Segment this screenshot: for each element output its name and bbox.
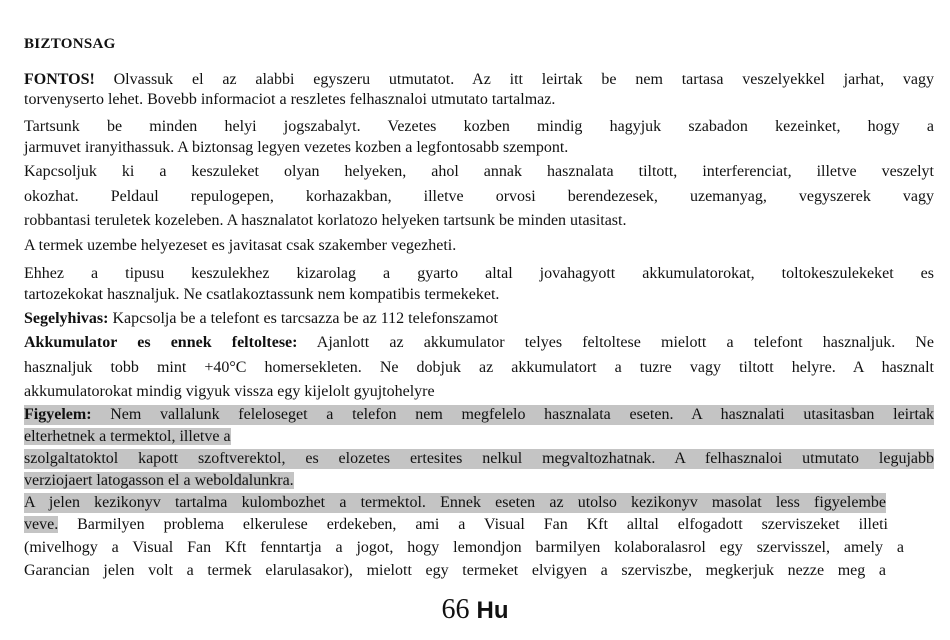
jog-line-1: Tartsunk be minden helyi jogszabalyt. Vezetes kozben mindig hagyjuk szabadon kezeinket, hogy a — [24, 118, 934, 135]
section-title: BIZTONSAG — [24, 36, 116, 52]
fontos-label: FONTOS! — [24, 71, 95, 88]
segely-label: Segelyhivas: — [24, 310, 109, 327]
figyelem-line-5: A jelen kezikonyv tartalma kulombozhet a termektol. Ennek eseten az utolso kezikonyv masolat less figyelembe — [24, 494, 886, 511]
figyelem-line-3: szolgaltatoktol kapott szoftverektol, es elozetes ertesites nelkul megvaltozhatnak. A felhasznaloi utmutato legujabb — [24, 450, 934, 467]
figyelem-line-6 — [24, 515, 888, 535]
figyelem-line-8: Garancian jelen volt a termek elarulasakor), mielott egy termeket elvigyen a szerviszbe, megkerjuk nezze meg a — [24, 562, 886, 579]
figyelem-line-1 — [24, 405, 934, 425]
akku-text-1: Ajanlott az akkumulator telyes feltoltese mielott a telefont hasznaljuk. Ne — [297, 334, 934, 351]
figyelem-text-6-highlight: veve. — [24, 516, 59, 533]
akku-line-1 — [24, 333, 934, 353]
figyelem-line-7: (mivelhogy a Visual Fan Kft fenntartja a jogot, hogy lemondjon barmilyen kolaboralasrol egy szervisszel, amely a — [24, 539, 904, 556]
figyelem-text-4: verziojaert latogasson el a weboldalunkra. — [24, 472, 294, 489]
figyelem-text-2: elterhetnek a termektol, illetve a — [24, 428, 231, 445]
page-number: 66 — [441, 594, 470, 625]
szakember-line: A termek uzembe helyezeset es javitasat csak szakember vegezheti. — [24, 237, 457, 254]
fontos-line-1 — [24, 70, 934, 90]
ehhez-line-2: tartozekokat hasznaljuk. Ne csatlakoztassunk nem kompatibis termekeket. — [24, 286, 500, 303]
figyelem-text-1: Nem vallalunk feleloseget a telefon nem megfelelo hasznalata eseten. A hasznalati utasitasban leirtak — [91, 406, 934, 423]
figyelem-line-2 — [24, 427, 231, 447]
kapcs-line-3: robbantasi teruletek kozeleben. A hasznalatot korlatozo helyeken tartsunk be minden utasitast. — [24, 212, 627, 229]
fontos-text-1: Olvassuk el az alabbi egyszeru utmutatot. Az itt leirtak be nem tartasa veszelyekkel jarhat, vagy — [94, 71, 934, 88]
akku-line-2: hasznaljuk tobb mint +40°C homersekleten. Ne dobjuk az akkumulatort a tuzre vagy tiltott helyre. A hasznalt — [24, 359, 934, 376]
ehhez-line-1: Ehhez a tipusu keszulekhez kizarolag a gyarto altal jovahagyott akkumulatorokat, toltokeszulekeket es — [24, 265, 934, 282]
figyelem-line-4 — [24, 471, 294, 491]
segely-text: Kapcsolja be a telefont es tarcsazza be az 112 telefonszamot — [108, 310, 498, 327]
page-footer — [0, 592, 950, 629]
jog-line-2: jarmuvet iranyithassuk. A biztonsag legyen vezetes kozben a legfontosabb szempont. — [24, 139, 569, 156]
kapcs-line-1: Kapcsoljuk ki a keszuleket olyan helyeken, ahol annak hasznalata tiltott, interferenciat, illetve veszelyt — [24, 163, 934, 180]
kapcs-line-2: okozhat. Peldaul repulogepen, korhazakban, illetve orvosi berendezesek, uzemanyag, vegyszerek vagy — [24, 188, 934, 205]
language-code: Hu — [476, 597, 509, 624]
segely-line — [24, 309, 934, 329]
fontos-line-2: torvenyserto lehet. Bovebb informaciot a reszletes felhasznaloi utmutato tartalmaz. — [24, 91, 556, 108]
figyelem-text-6-rest: Barmilyen problema elkerulese erdekeben, ami a Visual Fan Kft alltal elfogadott szerviszeket illeti — [58, 516, 888, 533]
akku-label: Akkumulator es ennek feltoltese: — [24, 334, 298, 351]
figyelem-label: Figyelem: — [24, 406, 92, 423]
akku-line-3: akkumulatorokat mindig vigyuk vissza egy kijelolt gyujtohelyre — [24, 383, 435, 400]
